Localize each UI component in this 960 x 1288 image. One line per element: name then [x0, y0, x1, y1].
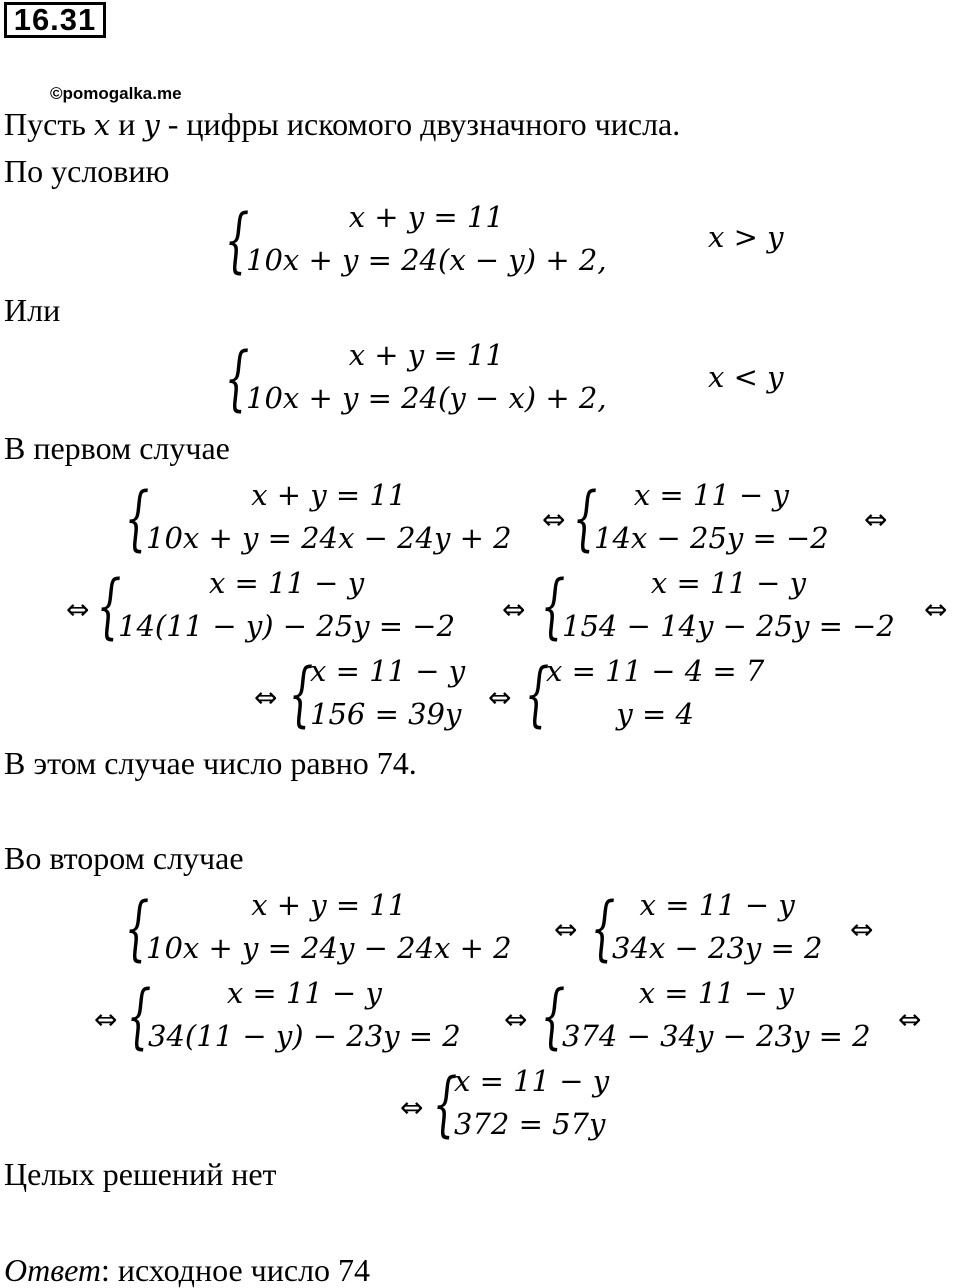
- brace: {: [126, 975, 152, 1057]
- fc-system-6: [524, 650, 765, 738]
- iff-symbol: ⇔: [924, 593, 948, 626]
- iff-symbol: ⇔: [66, 593, 90, 626]
- fc-system-3: [96, 562, 456, 650]
- system-row-1: x = 11 − y: [208, 566, 365, 600]
- brace: {: [540, 565, 566, 647]
- system-row-2: 372 = 57y: [454, 1107, 606, 1141]
- first-case-result: В этом случае число равно 74.: [4, 745, 417, 781]
- fc-system-2: [572, 474, 829, 562]
- case1-system: [224, 196, 607, 284]
- fc-system-1: [124, 474, 512, 562]
- answer-colon: :: [101, 1252, 110, 1288]
- system-row-1: x + y = 11: [348, 338, 504, 372]
- system-row-1: x = 11 − y: [454, 1064, 610, 1098]
- iff-symbol: ⇔: [94, 1003, 118, 1036]
- sc-system-4: [540, 972, 871, 1060]
- system-row-2: 34(11 − y) − 23y = 2: [148, 1019, 461, 1053]
- system-row-2: 14(11 − y) − 25y = −2: [118, 609, 456, 643]
- fc-system-4: [540, 562, 895, 650]
- brace: {: [572, 477, 598, 559]
- iff-symbol: ⇔: [400, 1091, 424, 1124]
- case1-condition: x > y: [708, 220, 784, 254]
- no-solutions-text: Целых решений нет: [4, 1156, 277, 1192]
- watermark: ©pomogalka.me: [50, 84, 182, 103]
- brace: {: [432, 1063, 458, 1145]
- system-row-1: x + y = 11: [348, 200, 504, 234]
- system-row-2: 154 − 14y − 25y = −2: [562, 609, 895, 643]
- system-row-1: x = 11 − y: [638, 976, 794, 1010]
- brace: {: [524, 653, 550, 735]
- brace: {: [540, 975, 566, 1057]
- iff-symbol: ⇔: [488, 681, 512, 714]
- iff-symbol: ⇔: [554, 913, 578, 946]
- system-row-2: 156 = 39y: [310, 697, 462, 731]
- second-case-label: Во втором случае: [4, 840, 244, 876]
- sc-system-2: [590, 884, 823, 972]
- var-y: y: [143, 108, 160, 142]
- fc-system-5: [288, 650, 466, 738]
- system-row-2: 10x + y = 24(y − x) + 2,: [246, 381, 607, 415]
- system-row-2: 10x + y = 24x − 24y + 2: [146, 521, 512, 555]
- brace: {: [590, 887, 616, 969]
- iff-symbol: ⇔: [864, 503, 888, 536]
- system-row-1: x = 11 − y: [650, 566, 806, 600]
- system-row-1: x = 11 − y: [639, 888, 795, 922]
- iff-symbol: ⇔: [850, 913, 874, 946]
- first-case-label: В первом случае: [4, 430, 230, 466]
- intro-text-2: и: [110, 106, 144, 142]
- system-row-1: x = 11 − y: [633, 478, 789, 512]
- brace: {: [124, 887, 150, 969]
- condition-label: По условию: [4, 153, 170, 189]
- iff-symbol: ⇔: [254, 681, 278, 714]
- or-label: Или: [4, 292, 61, 328]
- brace: {: [124, 477, 150, 559]
- system-row-2: 10x + y = 24y − 24x + 2: [146, 931, 512, 965]
- sc-system-1: [124, 884, 512, 972]
- case2-condition: x < y: [708, 360, 784, 394]
- intro-text-3: - цифры искомого двузначного числа.: [159, 106, 681, 142]
- intro-text-1: Пусть: [4, 106, 94, 142]
- system-row-2: 14x − 25y = −2: [594, 521, 829, 555]
- system-row-2: y = 4: [616, 697, 694, 731]
- case2-system: [224, 334, 607, 422]
- system-row-2: 34x − 23y = 2: [612, 931, 823, 965]
- iff-symbol: ⇔: [504, 1003, 528, 1036]
- iff-symbol: ⇔: [502, 593, 526, 626]
- answer-label: Ответ: [4, 1252, 101, 1288]
- sc-system-5: [432, 1060, 610, 1148]
- system-row-1: x = 11 − 4 = 7: [546, 654, 765, 688]
- system-row-1: x + y = 11: [251, 478, 407, 512]
- intro-line: [4, 106, 680, 143]
- answer-line: [4, 1252, 370, 1288]
- var-x: x: [93, 108, 111, 142]
- brace: {: [96, 565, 122, 647]
- brace: {: [224, 199, 250, 281]
- system-row-2: 374 − 34y − 23y = 2: [562, 1019, 871, 1053]
- iff-symbol: ⇔: [898, 1003, 922, 1036]
- system-row-1: x = 11 − y: [310, 654, 466, 688]
- problem-number-box: 16.31: [4, 2, 106, 38]
- system-row-1: x + y = 11: [251, 888, 407, 922]
- system-row-1: x = 11 − y: [226, 976, 382, 1010]
- brace: {: [224, 337, 250, 419]
- iff-symbol: ⇔: [542, 503, 566, 536]
- sc-system-3: [126, 972, 461, 1060]
- answer-text: исходное число 74: [109, 1252, 371, 1288]
- brace: {: [288, 653, 314, 735]
- system-row-2: 10x + y = 24(x − y) + 2,: [246, 243, 607, 277]
